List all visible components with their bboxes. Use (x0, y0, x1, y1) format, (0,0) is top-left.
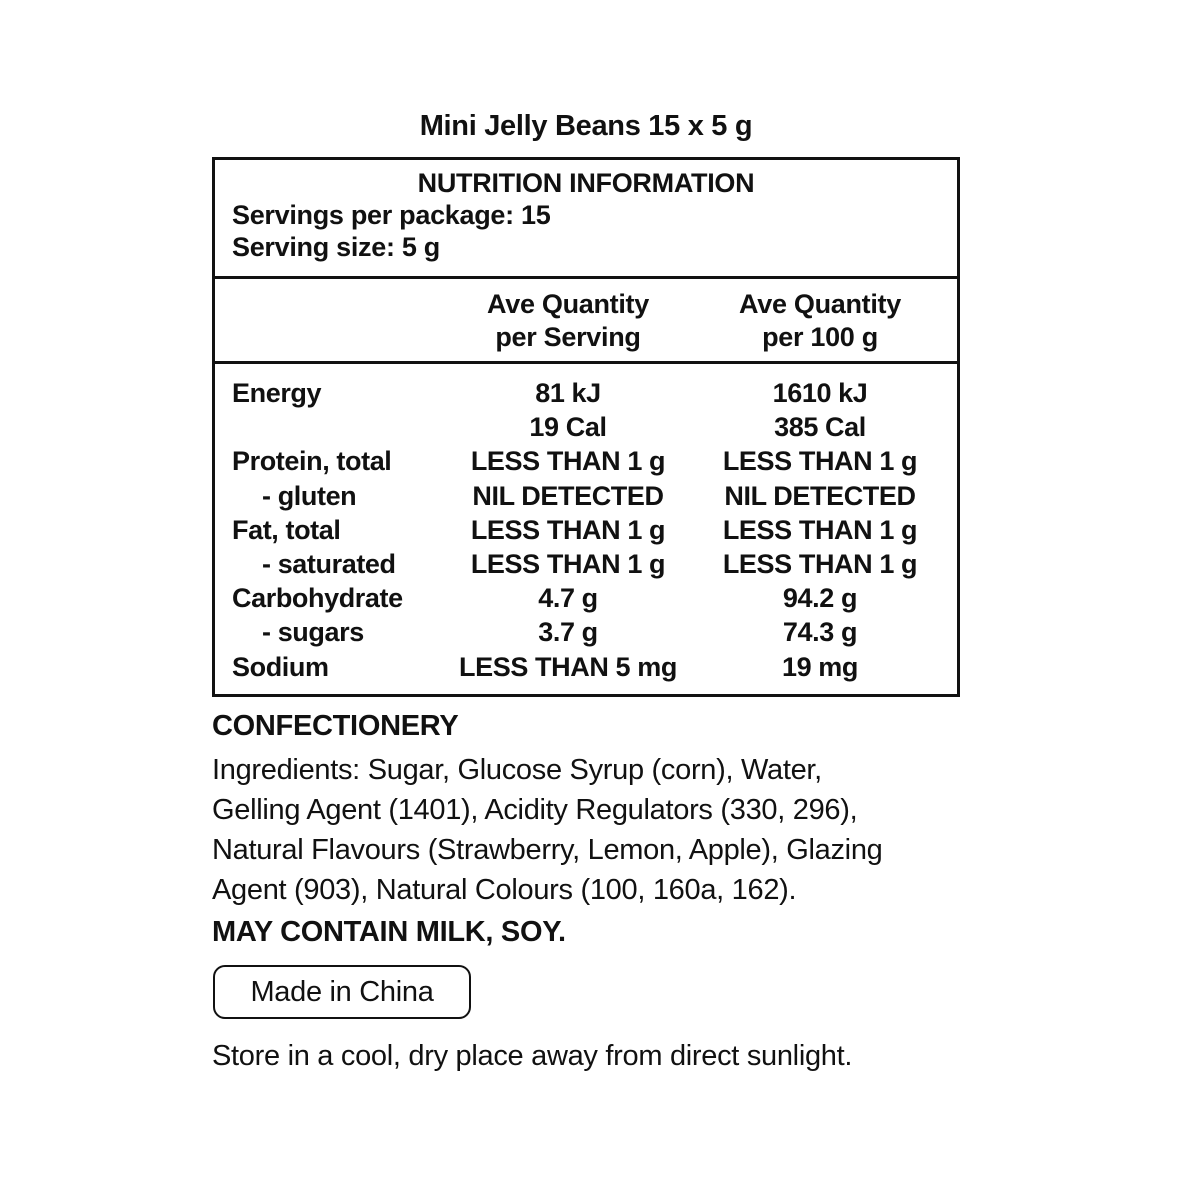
ingredients-line: Agent (903), Natural Colours (100, 160a, 162). (212, 874, 797, 906)
ingredients-line: Natural Flavours (Strawberry, Lemon, Apple), Glazing (212, 834, 883, 866)
nutrient-row-sugars (215, 615, 957, 649)
allergen-statement: MAY CONTAIN MILK, SOY. (212, 916, 566, 948)
nutrient-label: Carbohydrate (232, 583, 403, 614)
nutrient-row-fat (215, 513, 957, 547)
nutrient-row-energy-kj (215, 376, 957, 410)
value-per-100g: 19 mg (781, 651, 859, 682)
ingredients-text (212, 750, 1012, 910)
value-per-serving: LESS THAN 1 g (470, 514, 666, 545)
column-header-line: Ave Quantity (487, 289, 649, 319)
column-header-line: per 100 g (762, 322, 878, 352)
nutrient-label: Fat, total (232, 514, 341, 545)
value-per-100g: LESS THAN 1 g (722, 446, 918, 477)
value-per-100g: 74.3 g (782, 617, 858, 648)
nutrient-rows (215, 376, 957, 684)
value-per-serving: LESS THAN 1 g (470, 548, 666, 579)
value-per-serving: 19 Cal (529, 412, 607, 443)
column-header-line: Ave Quantity (739, 289, 901, 319)
value-per-100g: 94.2 g (782, 583, 858, 614)
country-of-origin-badge: Made in China (213, 965, 471, 1019)
nutrition-header (215, 160, 957, 278)
value-per-100g: LESS THAN 1 g (722, 548, 918, 579)
nutrient-label: - gluten (262, 480, 357, 511)
nutrient-label: - sugars (262, 617, 364, 648)
nutrient-row-gluten (215, 479, 957, 513)
value-per-100g: 1610 kJ (772, 378, 868, 408)
column-header-line: per Serving (495, 322, 641, 352)
value-per-serving: NIL DETECTED (472, 480, 664, 511)
category-heading: CONFECTIONERY (212, 710, 459, 742)
nutrient-row-protein (215, 444, 957, 478)
value-per-serving: 81 kJ (535, 378, 601, 408)
columns-divider (215, 361, 957, 364)
value-per-100g: NIL DETECTED (724, 480, 916, 511)
nutrition-heading: NUTRITION INFORMATION (417, 168, 755, 198)
nutrient-row-energy-cal (215, 410, 957, 444)
nutrient-label: Protein, total (232, 446, 392, 477)
value-per-serving: 4.7 g (538, 583, 598, 614)
ingredients-line: Gelling Agent (1401), Acidity Regulators (330, 296), (212, 794, 858, 826)
value-per-100g: 385 Cal (774, 412, 866, 443)
nutrient-row-carbohydrate (215, 581, 957, 615)
value-per-serving: 3.7 g (538, 617, 598, 648)
nutrient-label: - saturated (262, 548, 396, 579)
storage-instructions: Store in a cool, dry place away from direct sunlight. (212, 1040, 853, 1072)
nutrient-label: Energy (232, 378, 322, 408)
ingredients-line: Ingredients: Sugar, Glucose Syrup (corn), Water, (212, 754, 822, 786)
value-per-serving: LESS THAN 5 mg (459, 651, 677, 682)
column-header-per-serving (438, 288, 698, 354)
value-per-100g: LESS THAN 1 g (722, 514, 918, 545)
nutrient-row-saturated (215, 547, 957, 581)
product-title: Mini Jelly Beans 15 x 5 g (419, 110, 753, 142)
nutrient-row-sodium (215, 650, 957, 684)
value-per-serving: LESS THAN 1 g (470, 446, 666, 477)
header-divider (215, 276, 957, 279)
servings-per-package: Servings per package: 15 (232, 200, 551, 230)
serving-size: Serving size: 5 g (232, 232, 440, 262)
nutrient-label: Sodium (232, 651, 329, 682)
nutrition-panel (212, 157, 960, 697)
column-header-per-100g (690, 288, 950, 354)
